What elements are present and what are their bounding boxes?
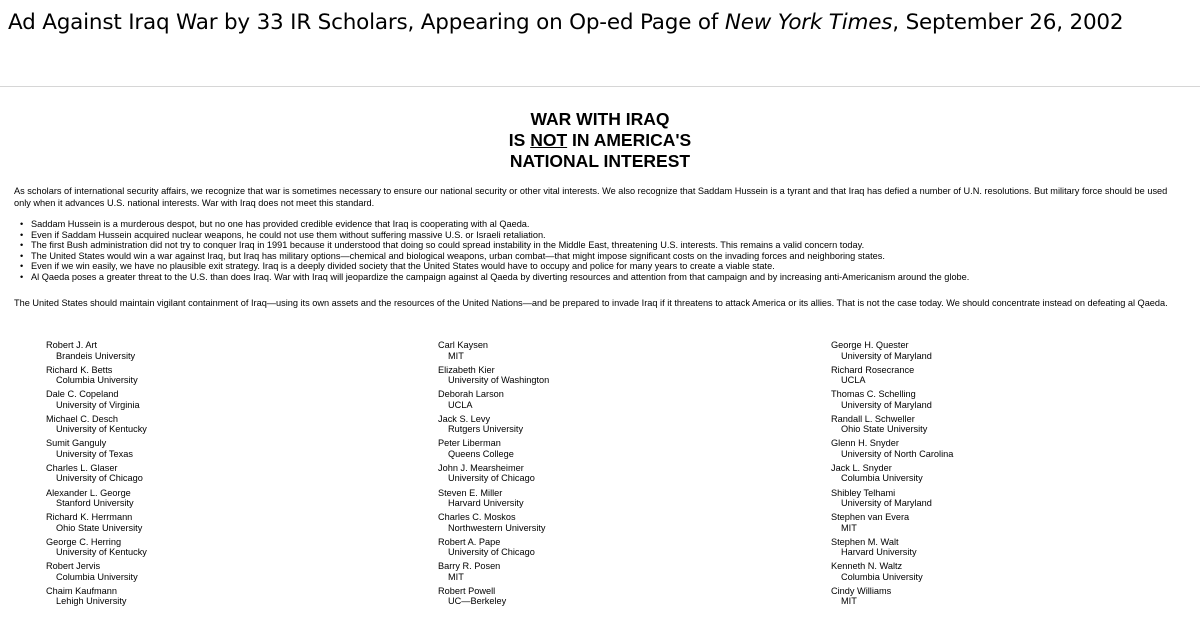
signatory-affiliation: University of North Carolina bbox=[841, 448, 954, 459]
signatory bbox=[831, 463, 1071, 488]
signatory bbox=[438, 365, 678, 390]
signatory-affiliation: University of Maryland bbox=[841, 350, 932, 361]
signatory-name: Richard K. Herrmann bbox=[46, 512, 133, 523]
signatory bbox=[46, 463, 286, 488]
signatory-name: John J. Mearsheimer bbox=[438, 462, 524, 473]
signatory-affiliation: University of Chicago bbox=[448, 473, 535, 484]
signatory-name: Elizabeth Kier bbox=[438, 364, 495, 375]
headline-not: NOT bbox=[530, 130, 568, 150]
signatory-affiliation: Northwestern University bbox=[448, 522, 546, 533]
slide-title bbox=[8, 8, 1193, 38]
signatory-name: Jack L. Snyder bbox=[831, 462, 892, 473]
signatory-affiliation: Brandeis University bbox=[56, 350, 136, 361]
signatory-name: George C. Herring bbox=[46, 536, 122, 547]
signatory-affiliation: Columbia University bbox=[56, 571, 138, 582]
title-publication: New York Times bbox=[724, 10, 893, 35]
signatory-name: Cindy Williams bbox=[831, 585, 892, 596]
title-suffix: , September 26, 2002 bbox=[892, 10, 1124, 35]
signatory bbox=[831, 438, 1071, 463]
signatory-affiliation: University of Virginia bbox=[56, 399, 140, 410]
signatory bbox=[438, 414, 678, 439]
signatory-affiliation: Ohio State University bbox=[56, 522, 143, 533]
signatory bbox=[831, 586, 1071, 611]
signatory-name: Thomas C. Schelling bbox=[831, 389, 916, 400]
signatory-name: Stephen M. Walt bbox=[831, 536, 899, 547]
signatory bbox=[438, 389, 678, 414]
headline-line-1: WAR WITH IRAQ bbox=[530, 109, 670, 129]
signatory-name: Robert Powell bbox=[438, 585, 496, 596]
headline-line-2 bbox=[300, 130, 900, 151]
headline-is: IS bbox=[508, 130, 531, 150]
signatory-name: Chaim Kaufmann bbox=[46, 585, 117, 596]
signatory-name: George H. Quester bbox=[831, 340, 909, 350]
signatory bbox=[831, 340, 1071, 365]
signatory-name: Alexander L. George bbox=[46, 487, 131, 498]
argument-item: • Even if Saddam Hussein acquired nuclear weapons, he could not use them without suffering massive U.S. or Israeli retaliation. bbox=[14, 230, 1186, 241]
signatory bbox=[831, 414, 1071, 439]
signatory-column-2 bbox=[438, 340, 678, 611]
signatory bbox=[438, 512, 678, 537]
signatory-affiliation: Lehigh University bbox=[56, 596, 127, 607]
signatory-name: Charles C. Moskos bbox=[438, 512, 516, 523]
signatory-affiliation: UCLA bbox=[841, 375, 866, 386]
signatory-name: Steven E. Miller bbox=[438, 487, 503, 498]
signatory-name: Barry R. Posen bbox=[438, 561, 501, 572]
signatory-name: Dale C. Copeland bbox=[46, 389, 119, 400]
signatory bbox=[46, 512, 286, 537]
argument-item: • The first Bush administration did not try to conquer Iraq in 1991 because it understood that doing so could spread instability in the Middle East, threatening U.S. interests. This remains a valid concern today. bbox=[14, 240, 1186, 251]
signatory bbox=[831, 561, 1071, 586]
signatory-name: Richard Rosecrance bbox=[831, 364, 915, 375]
signatory-affiliation: Columbia University bbox=[56, 375, 138, 386]
signatory-affiliation: University of Kentucky bbox=[56, 547, 147, 558]
signatory bbox=[46, 365, 286, 390]
signatory-name: Carl Kaysen bbox=[438, 340, 489, 350]
signatory-affiliation: Columbia University bbox=[841, 571, 923, 582]
conclusion-paragraph: The United States should maintain vigilant containment of Iraq—using its own assets and the resources of the United Nations—and be prepared to invade Iraq if it threatens to attack America or its allies. That is not the case today. We should concentrate instead on defeating al Qaeda. bbox=[14, 298, 1168, 308]
signatory bbox=[831, 389, 1071, 414]
signatory-affiliation: Harvard University bbox=[448, 498, 524, 509]
signatory-name: Glenn H. Snyder bbox=[831, 438, 899, 449]
signatory-affiliation: University of Maryland bbox=[841, 399, 932, 410]
signatory-affiliation: University of Texas bbox=[56, 448, 133, 459]
signatory bbox=[438, 537, 678, 562]
signatory-column-3 bbox=[831, 340, 1071, 611]
signatory-name: Jack S. Levy bbox=[438, 413, 491, 424]
signatory-affiliation: Columbia University bbox=[841, 473, 923, 484]
headline-in-america: IN AMERICA'S bbox=[567, 130, 692, 150]
signatory bbox=[438, 488, 678, 513]
signatory bbox=[438, 586, 678, 611]
signatory bbox=[831, 537, 1071, 562]
signatory-affiliation: UC—Berkeley bbox=[448, 596, 507, 607]
signatory bbox=[46, 438, 286, 463]
signatory-affiliation: Ohio State University bbox=[841, 424, 928, 435]
argument-item: • The United States would win a war against Iraq, but Iraq has military options—chemical and biological weapons, urban combat—that might impose significant costs on the invading forces and neighboring states. bbox=[14, 251, 1186, 262]
signatory-name: Peter Liberman bbox=[438, 438, 501, 449]
signatory-affiliation: University of Washington bbox=[448, 375, 550, 386]
newspaper-ad bbox=[0, 86, 1200, 619]
signatory-name: Robert J. Art bbox=[46, 340, 98, 350]
signatory-name: Robert A. Pape bbox=[438, 536, 501, 547]
headline-line-3: NATIONAL INTEREST bbox=[509, 151, 691, 171]
signatory bbox=[831, 488, 1071, 513]
signatory-affiliation: Rutgers University bbox=[448, 424, 524, 435]
signatory bbox=[438, 438, 678, 463]
signatory-affiliation: Stanford University bbox=[56, 498, 134, 509]
signatory-affiliation: MIT bbox=[448, 350, 464, 361]
ad-headline bbox=[300, 109, 900, 172]
signatory-affiliation: MIT bbox=[841, 522, 857, 533]
signatory-name: Deborah Larson bbox=[438, 389, 504, 400]
argument-list bbox=[14, 219, 1186, 282]
signatory bbox=[46, 537, 286, 562]
signatory-affiliation: MIT bbox=[841, 596, 857, 607]
signatory-affiliation: UCLA bbox=[448, 399, 473, 410]
signatory bbox=[46, 389, 286, 414]
signatory-name: Stephen van Evera bbox=[831, 512, 910, 523]
signatory-affiliation: University of Chicago bbox=[448, 547, 535, 558]
signatory-affiliation: Queens College bbox=[448, 448, 514, 459]
signatory bbox=[46, 561, 286, 586]
signatory-name: Charles L. Glaser bbox=[46, 462, 118, 473]
argument-item: • Saddam Hussein is a murderous despot, but no one has provided credible evidence that Iraq is cooperating with al Qaeda. bbox=[14, 219, 1186, 230]
argument-item: • Al Qaeda poses a greater threat to the U.S. than does Iraq. War with Iraq will jeopardize the campaign against al Qaeda by diverting resources and attention from that campaign and by increasing anti-Americanism around the globe. bbox=[14, 272, 1186, 283]
signatory bbox=[46, 586, 286, 611]
signatory bbox=[438, 340, 678, 365]
signatory-name: Richard K. Betts bbox=[46, 364, 113, 375]
signatory bbox=[831, 365, 1071, 390]
signatory bbox=[831, 512, 1071, 537]
signatory-affiliation: MIT bbox=[448, 571, 464, 582]
signatory-name: Michael C. Desch bbox=[46, 413, 118, 424]
signatory-name: Sumit Ganguly bbox=[46, 438, 107, 449]
signatory-affiliation: University of Chicago bbox=[56, 473, 143, 484]
signatory-name: Randall L. Schweller bbox=[831, 413, 915, 424]
signatory bbox=[438, 463, 678, 488]
signatory bbox=[438, 561, 678, 586]
signatory-affiliation: Harvard University bbox=[841, 547, 917, 558]
title-prefix: Ad Against Iraq War by 33 IR Scholars, Appearing on Op-ed Page of bbox=[8, 10, 725, 35]
signatory bbox=[46, 488, 286, 513]
signatory-name: Kenneth N. Waltz bbox=[831, 561, 903, 572]
signatory-name: Shibley Telhami bbox=[831, 487, 896, 498]
signatory-affiliation: University of Kentucky bbox=[56, 424, 147, 435]
signatory-affiliation: University of Maryland bbox=[841, 498, 932, 509]
argument-item: • Even if we win easily, we have no plausible exit strategy. Iraq is a deeply divided society that the United States would have to occupy and police for many years to create a viable state. bbox=[14, 261, 1186, 272]
signatory-column-1 bbox=[46, 340, 286, 611]
signatory-name: Robert Jervis bbox=[46, 561, 101, 572]
signatory bbox=[46, 340, 286, 365]
intro-paragraph: As scholars of international security affairs, we recognize that war is sometimes necessary to ensure our national security or other vital interests. We also recognize that Saddam Hussein is a tyrant and that Iraq has defied a number of U.N. resolutions. But military force should be used only when it advances U.S. national interests. War with Iraq does not meet this standard. bbox=[14, 186, 1168, 208]
signatory bbox=[46, 414, 286, 439]
